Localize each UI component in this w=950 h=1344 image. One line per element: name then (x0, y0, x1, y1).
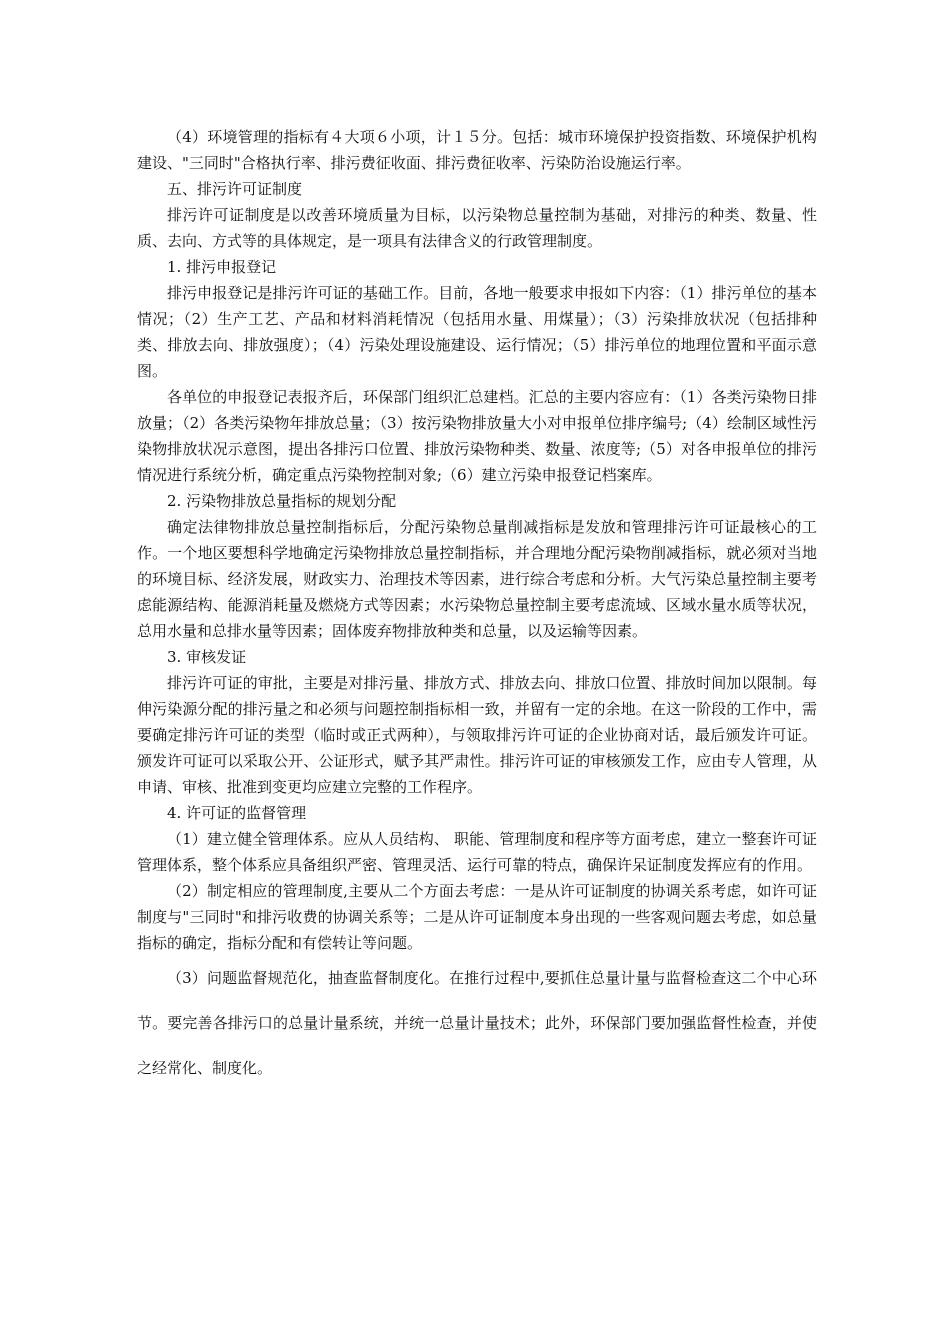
paragraph-management-rules: （2）制定相应的管理制度,主要从二个方面去考虑：一是从许可证制度的协调关系考虑，如许可证制度与"三同时"和排污收费的协调关系等；二是从许可证制度本身出现的一些客观问题去考虑，如总量指标的确定，指标分配和有偿转让等问题。 (137, 882, 817, 952)
subheading-total-allocation: 2. 污染物排放总量指标的规划分配 (167, 492, 397, 510)
paragraph-registration-summary: 各单位的申报登记表报齐后，环保部门组织汇总建档。汇总的主要内容应有：（1）各类污染物日排放量；（2）各类污染物年排放总量；（3）按污染物排放量大小对申报单位排序编号;（4）绘制区域性污染物排放状况示意图，提出各排污口位置、排放污染物种类、数量、浓度等;（5）对各申报单位的排污情况进行系统分析，确定重点污染物控制对象;（6）建立污染申报登记档案库。 (137, 388, 817, 484)
paragraph-environment-indicators: （4）环境管理的指标有４大项６小项，计１５分。包括：城市环境保护投资指数、环境保护机构建设、"三同时"合格执行率、排污费征收面、排污费征收率、污染防治设施运行率。 (137, 128, 817, 172)
subheading-supervision: 4. 许可证的监督管理 (167, 804, 307, 822)
subheading-declaration-registration: 1. 排污申报登记 (167, 258, 277, 276)
document-body (137, 124, 817, 1091)
paragraph-supervision-standardization: （3）问题监督规范化，抽查监督制度化。在推行过程中,要抓住总量计量与监督检查这二个中心环节。要完善各排污口的总量计量系统，并统一总量计量技术；此外，环保部门要加强监督性检查，并使之经常化、制度化。 (137, 969, 817, 1077)
paragraph-review-issue: 排污许可证的审批，主要是对排污量、排放方式、排放去向、排放口位置、排放时间加以限制。每伸污染源分配的排污量之和必须与问题控制指标相一致，并留有一定的余地。在这一阶段的工作中，需要确定排污许可证的类型（临时或正式两种），与领取排污许可证的企业协商对话，最后颁发许可证。颁发许可证可以采取公开、公证形式，赋予其严肃性。排污许可证的审核颁发工作，应由专人管理，从申请、审核、批准到变更均应建立完整的工作程序。 (137, 674, 817, 796)
paragraph-management-system: （1）建立健全管理体系。应从人员结构、 职能、管理制度和程序等方面考虑，建立一整套许可证管理体系，整个体系应具备组织严密、管理灵活、运行可靠的特点，确保许呆证制度发挥应有的作用。 (137, 830, 817, 874)
paragraph-declaration-content: 排污申报登记是排污许可证的基础工作。目前，各地一般要求申报如下内容：（1）排污单位的基本情况；（2）生产工艺、产品和材料消耗情况（包括用水量、用煤量）；（3）污染排放状况（包括排种类、排放去向、排放强度）；（4）污染处理设施建设、运行情况；（5）排污单位的地理位置和平面示意图。 (137, 284, 817, 380)
paragraph-total-allocation: 确定法律物排放总量控制指标后，分配污染物总量削减指标是发放和管理排污许可证最核心的工作。一个地区要想科学地确定污染物排放总量控制指标，并合理地分配污染物削减指标，就必须对当地的环境目标、经济发展，财政实力、治理技术等因素，进行综合考虑和分析。大气污染总量控制主要考虑能源结构、能源消耗量及燃烧方式等因素；水污染物总量控制主要考虑流域、区域水量水质等状况，总用水量和总排水量等因素；固体废弃物排放种类和总量，以及运输等因素。 (137, 518, 817, 640)
paragraph-permit-definition: 排污许可证制度是以改善环境质量为目标，以污染物总量控制为基础，对排污的种类、数量、性质、去向、方式等的具体规定，是一项具有法律含义的行政管理制度。 (137, 206, 817, 250)
subheading-review-issue: 3. 审核发证 (167, 648, 247, 666)
section-heading-permit-system: 五、排污许可证制度 (167, 180, 303, 198)
